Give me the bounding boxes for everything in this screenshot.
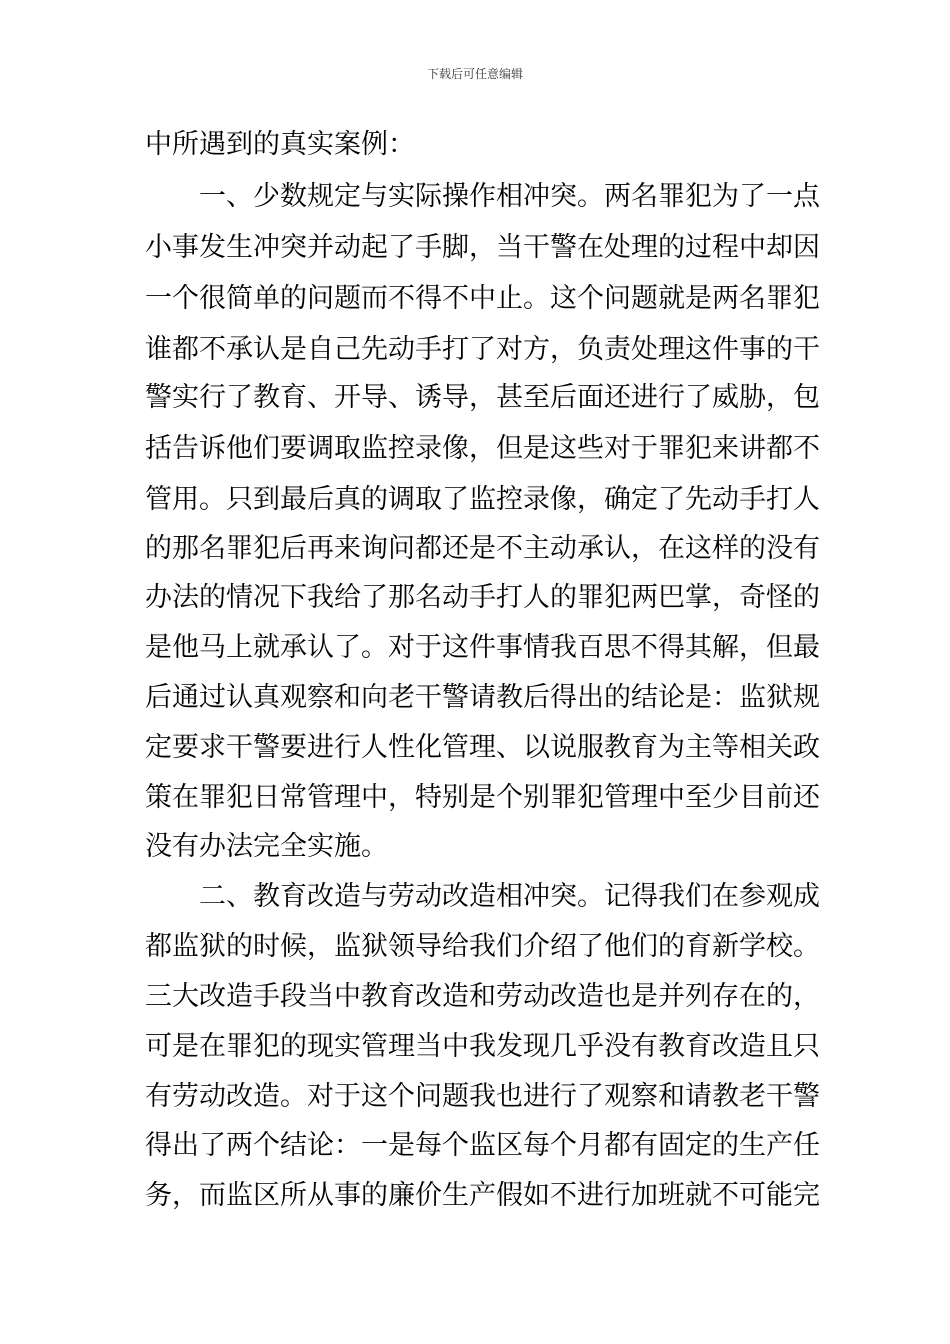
text-line: 办法的情况下我给了那名动手打人的罪犯两巴掌，奇怪的 (145, 582, 820, 613)
text-line: 一个很简单的问题而不得不中止。这个问题就是两名罪犯 (145, 283, 820, 314)
text-line: 都监狱的时候，监狱领导给我们介绍了他们的育新学校。 (145, 931, 820, 962)
text-line: 括告诉他们要调取监控录像，但是这些对于罪犯来讲都不 (145, 433, 820, 464)
text-line: 警实行了教育、开导、诱导，甚至后面还进行了威胁，包 (145, 382, 820, 413)
text-line: 没有办法完全实施。 (145, 831, 388, 862)
page-header-note: 下载后可任意编辑 (426, 67, 523, 81)
text-line: 小事发生冲突并动起了手脚，当干警在处理的过程中却因 (145, 232, 820, 263)
text-line: 后通过认真观察和向老干警请教后得出的结论是：监狱规 (145, 682, 820, 713)
text-line: 得出了两个结论：一是每个监区每个月都有固定的生产任 (145, 1130, 820, 1161)
paragraph-2-first-line: 二、教育改造与劳动改造相冲突。记得我们在参观成 (199, 881, 820, 912)
text-line: 谁都不承认是自己先动手打了对方，负责处理这件事的干 (145, 334, 820, 365)
text-line: 有劳动改造。对于这个问题我也进行了观察和请教老干警 (145, 1081, 820, 1112)
text-line: 策在罪犯日常管理中，特别是个别罪犯管理中至少目前还 (145, 782, 820, 813)
paragraph-1-first-line: 一、少数规定与实际操作相冲突。两名罪犯为了一点 (199, 181, 820, 212)
text-line: 可是在罪犯的现实管理当中我发现几乎没有教育改造且只 (145, 1031, 820, 1062)
text-line: 三大改造手段当中教育改造和劳动改造也是并列存在的， (145, 981, 820, 1012)
text-line: 是他马上就承认了。对于这件事情我百思不得其解，但最 (145, 632, 820, 663)
text-line: 定要求干警要进行人性化管理、以说服教育为主等相关政 (145, 732, 820, 763)
text-line: 中所遇到的真实案例： (145, 129, 415, 160)
text-line: 的那名罪犯后再来询问都还是不主动承认，在这样的没有 (145, 533, 820, 564)
text-line: 管用。只到最后真的调取了监控录像，确定了先动手打人 (145, 484, 820, 515)
text-line: 务，而监区所从事的廉价生产假如不进行加班就不可能完 (145, 1180, 820, 1211)
